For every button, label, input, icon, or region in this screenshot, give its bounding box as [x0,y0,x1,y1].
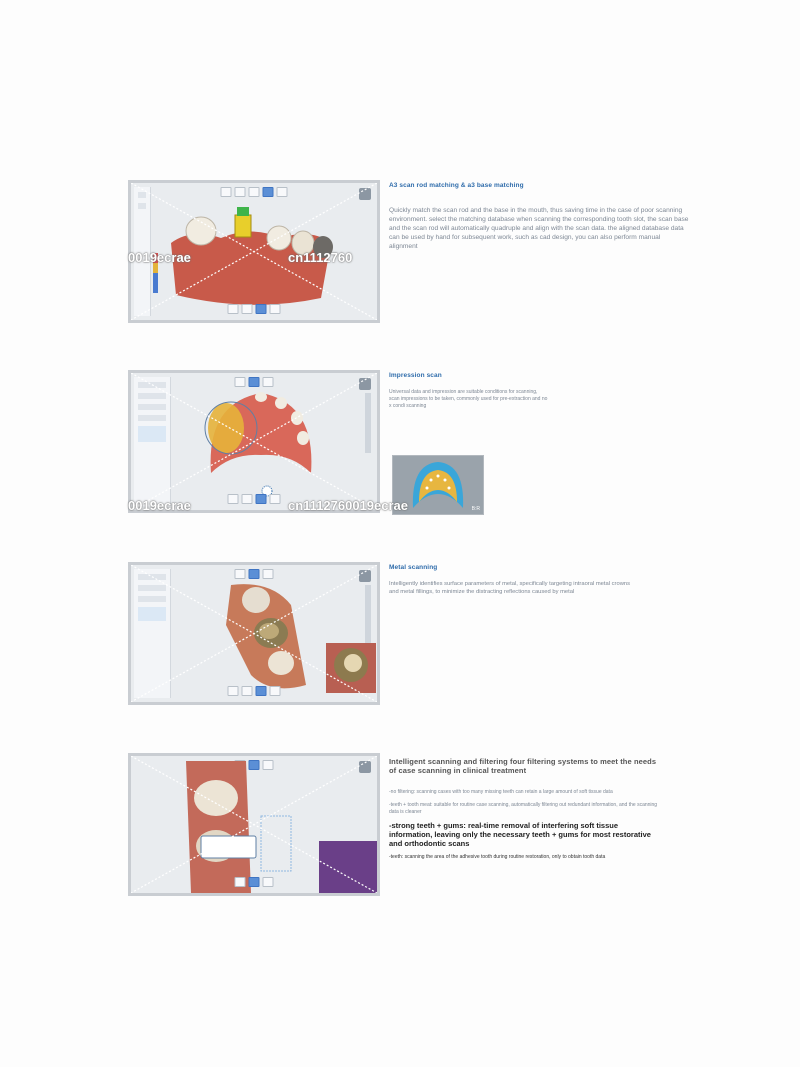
screenshot-intelligent-filtering [128,753,380,896]
toolbar-button[interactable] [256,494,267,504]
feature-text [389,757,659,867]
screenshot-metal-scanning [128,562,380,705]
filter-option-strong: -strong teeth + gums: real-time removal of interfering soft tissue information, leaving only the necessary teeth + gums for most restorative and orthodontic scans [389,821,651,849]
toolbar-button[interactable] [235,877,246,887]
filter-option-teeth: -teeth: scanning the area of the adhesive tooth during routine restoration, only to obtain tooth data [389,854,606,861]
feature-title: Impression scan [389,372,442,379]
toolbar-button[interactable] [270,494,281,504]
feature-text [389,182,689,257]
watermark: 0019ecrae [128,250,191,265]
toolbar-button[interactable] [270,686,281,696]
toolbar-button[interactable] [249,877,260,887]
thumbnail-label: B:R [471,506,480,512]
green-scan-rod-icon [235,215,251,237]
toolbar-button[interactable] [242,304,253,314]
filtering-3d-view [131,756,377,893]
feature-description: Quickly match the scan rod and the base in the mouth, thus saving time in the case of poor scanning environment. select the matching database when scanning the corresponding tooth slot, the scan base and the scan rod will automatically quadruple and align with the scan data. the aligned database data can be used by hand for subsequent work, such as cad design, you can also perform manual alignment [389,207,689,250]
bottom-toolbar [228,686,281,696]
metal-crown-3d-view [131,565,377,702]
feature-title: Metal scanning [389,564,438,571]
feature-description: Intelligently identifies surface parameters of metal, specifically targeting intraoral metal crowns and metal fillings, to minimize the distracting reflections caused by metal [389,581,631,595]
filter-option-teeth-meat: -teeth + tooth meat: suitable for routine case scanning, automatically filtering out redundant information, and the scanning data is cleaner [389,801,658,815]
toolbar-button[interactable] [242,686,253,696]
watermark: cn1112760 [288,250,353,265]
feature-description: Universal data and impression are suitable conditions for scanning, scan impressions to be taken, commonly used for pre-extraction and no x condi scanning [389,389,548,409]
toolbar-button[interactable] [228,494,239,504]
toolbar-button[interactable] [270,304,281,314]
feature-title: Intelligent scanning and filtering four filtering systems to meet the needs of case scanning in clinical treatment [389,757,657,775]
toolbar-button[interactable] [228,304,239,314]
feature-text [389,372,549,415]
watermark: 0019ecrae [128,498,191,513]
dental-arch-3d-view [131,373,377,510]
toolbar-button[interactable] [228,686,239,696]
bottom-toolbar [228,304,281,314]
filter-option-none: -no filtering: scanning cases with too many missing teeth can retain a large amount of soft tissue data [389,789,613,795]
toolbar-button[interactable] [263,877,274,887]
feature-title: A3 scan rod matching & a3 base matching [389,182,524,189]
bottom-toolbar [228,494,281,504]
toolbar-button[interactable] [256,304,267,314]
bottom-toolbar [235,877,274,887]
feature-text [389,564,639,603]
filter-popup[interactable] [201,836,256,858]
watermark: cn1112760019ecrae [288,498,409,513]
toolbar-button[interactable] [242,494,253,504]
toolbar-button[interactable] [256,686,267,696]
screenshot-impression-scan [128,370,380,513]
